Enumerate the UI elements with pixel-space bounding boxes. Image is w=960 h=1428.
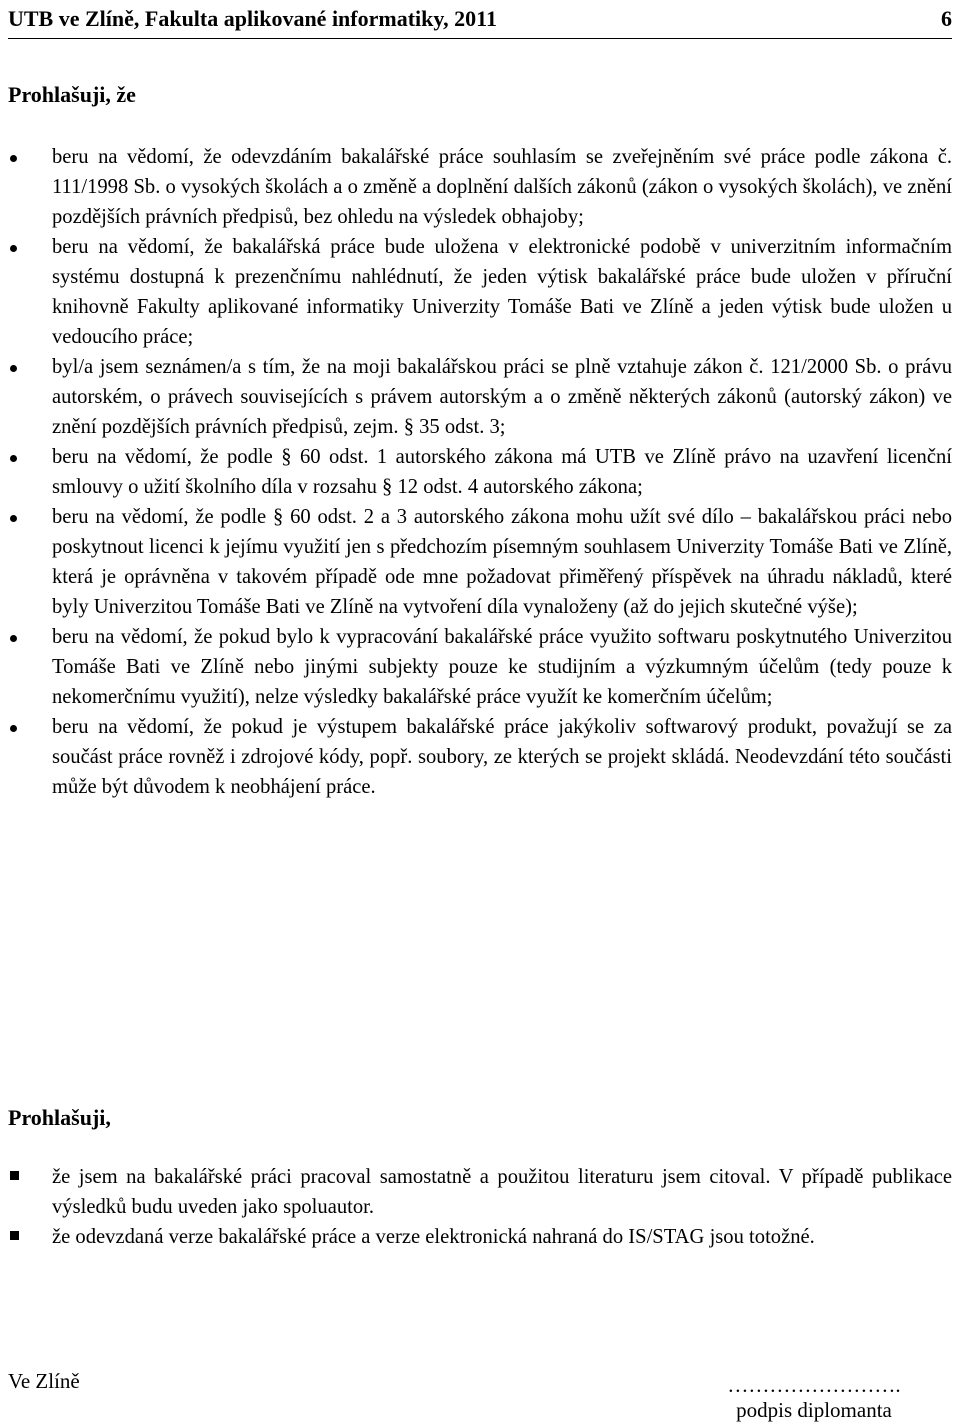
square-bullet-icon [10,1171,19,1180]
declaration-item [0,502,952,622]
page-number: 6 [941,6,952,31]
bullet-icon [10,245,17,252]
bullet-icon [10,515,17,522]
document-title: UTB ve Zlíně, Fakulta aplikované informatiky, 2011 [8,6,497,31]
bullet-icon [10,365,17,372]
bullet-icon [10,635,17,642]
statement-item [0,1222,952,1252]
place-of-signing: Ve Zlíně [8,1369,80,1393]
signature-block [714,1374,914,1424]
declaration-item [0,442,952,502]
signature-line: ……………………. [727,1373,901,1397]
signature-label: podpis diplomanta [736,1398,892,1422]
statement-list [0,1162,952,1252]
header-divider [8,38,952,39]
declaration-text: beru na vědomí, že podle § 60 odst. 1 autorského zákona má UTB ve Zlíně právo na uzavření licenční smlouvy o užití školního díla v rozsahu § 12 odst. 4 autorského zákona; [52,446,952,498]
declaration-text: beru na vědomí, že odevzdáním bakalářské práce souhlasím se zveřejněním své práce podle zákona č. 111/1998 Sb. o vysokých školách a o změně a doplnění dalších zákonů (zákon o vysokých školách), ve znění pozdějších právních předpisů, bez ohledu na výsledek obhajoby; [52,146,952,228]
declaration-item [0,232,952,352]
bullet-icon [10,725,17,732]
declaration-text: beru na vědomí, že bakalářská práce bude uložena v elektronické podobě v univerzitním informačním systému dostupná k prezenčnímu nahlédnutí, že jeden výtisk bakalářské práce bude uložen v příruční knihovně Fakulty aplikované informatiky Univerzity Tomáše Bati ve Zlíně a jeden výtisk bude uložen u vedoucího práce; [52,236,952,348]
declaration-text: beru na vědomí, že podle § 60 odst. 2 a 3 autorského zákona mohu užít své dílo – bakalářskou práci nebo poskytnout licenci k jejímu využití jen s předchozím písemným souhlasem Univerzity Tomáše Bati ve Zlíně, která je oprávněna v takovém případě ode mne požadovat přiměřený příspěvek na úhradu nákladů, které byly Univerzitou Tomáše Bati ve Zlíně na vytvoření díla vynaloženy (až do jejich skutečné výše); [52,506,952,618]
statement-text: že odevzdaná verze bakalářské práce a verze elektronická nahraná do IS/STAG jsou totožné. [52,1226,815,1248]
declaration-item [0,712,952,802]
declaration-text: beru na vědomí, že pokud je výstupem bakalářské práce jakýkoliv softwarový produkt, považují se za součást práce rovněž i zdrojové kódy, popř. soubory, ze kterých se projekt skládá. Neodevzdání této součásti může být důvodem k neobhájení práce. [52,716,952,798]
declaration-list [0,142,952,802]
declaration-text: byl/a jsem seznámen/a s tím, že na moji bakalářskou práci se plně vztahuje zákon č. 121/2000 Sb. o právu autorském, o právech souvisejících s právem autorským a o změně některých zákonů (autorský zákon) ve znění pozdějších právních předpisů, zejm. § 35 odst. 3; [52,356,952,438]
bullet-icon [10,455,17,462]
declaration-item [0,622,952,712]
statement-text: že jsem na bakalářské práci pracoval samostatně a použitou literaturu jsem citoval. V případě publikace výsledků budu uveden jako spoluautor. [52,1166,952,1218]
statement-item [0,1162,952,1222]
square-bullet-icon [10,1231,19,1240]
declaration-item [0,352,952,442]
declaration-item [0,142,952,232]
declaration-text: beru na vědomí, že pokud bylo k vypracování bakalářské práce využito softwaru poskytnutého Univerzitou Tomáše Bati ve Zlíně nebo jinými subjekty pouze ke studijním a výzkumným účelům (tedy pouze k nekomerčnímu využití), nelze výsledky bakalářské práce využít ke komerčním účelům; [52,626,952,708]
declaration-heading: Prohlašuji, že [8,82,136,107]
page-header [8,2,952,36]
statement-heading: Prohlašuji, [8,1105,111,1130]
bullet-icon [10,155,17,162]
